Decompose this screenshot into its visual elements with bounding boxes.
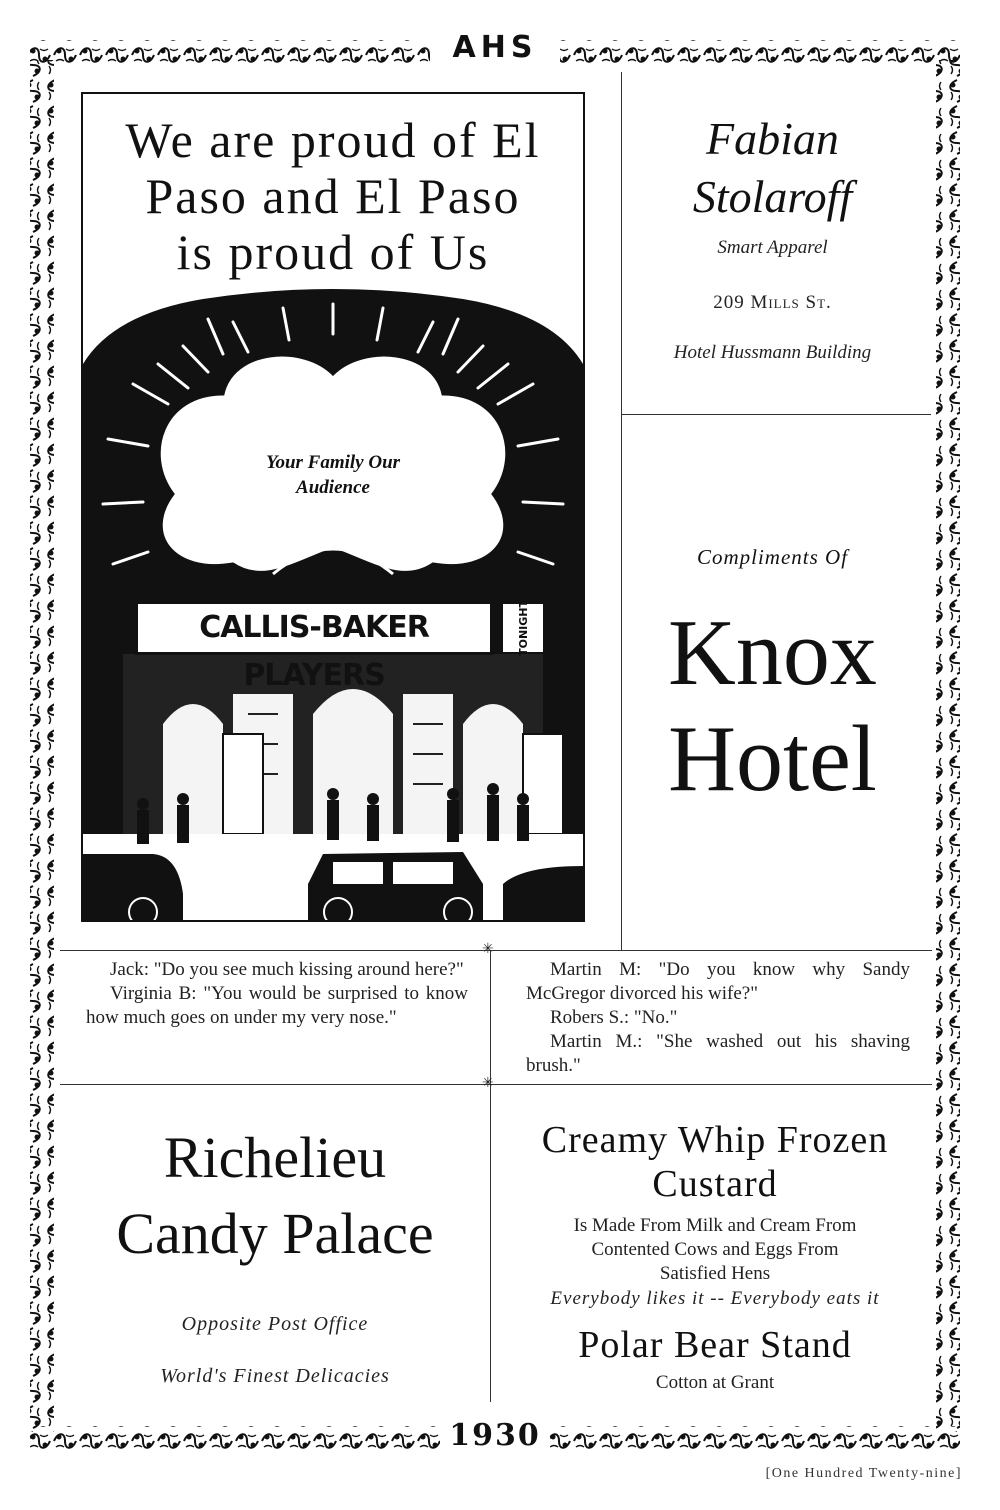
custard-slogan: Everybody likes it -- Everybody eats it bbox=[550, 1288, 880, 1309]
richelieu-name: Richelieu Candy Palace bbox=[116, 1125, 434, 1266]
knox-name: Knox Hotel bbox=[668, 601, 877, 811]
fabian-address: 209 Mills St. bbox=[713, 292, 832, 313]
marquee-sign: CALLIS-BAKER PLAYERS bbox=[135, 601, 493, 655]
joke-right bbox=[526, 958, 910, 1078]
page-number: [One Hundred Twenty-nine] bbox=[765, 1466, 962, 1481]
joke-line: Martin M.: "She washed out his shaving brush." bbox=[526, 1031, 910, 1076]
joke-left bbox=[86, 958, 468, 1030]
theater-headline: We are proud of El Paso and El Paso is proud of Us bbox=[125, 112, 541, 280]
custard-body: Is Made From Milk and Cream From Contented Cows and Eggs From Satisfied Hens bbox=[573, 1215, 857, 1284]
footer-year: 1930 bbox=[440, 1418, 550, 1453]
joke-line: Martin M: "Do you know why Sandy McGregor divorced his wife?" bbox=[526, 959, 910, 1004]
knox-compliments: Compliments Of bbox=[696, 545, 849, 569]
joke-line: Virginia B: "You would be surprised to know how much goes on under my very nose." bbox=[86, 983, 468, 1028]
theater-ad bbox=[81, 92, 585, 922]
asterisk-ornament: ✳ bbox=[482, 941, 494, 957]
richelieu-location: Opposite Post Office bbox=[181, 1313, 369, 1335]
fabian-tagline: Smart Apparel bbox=[717, 237, 828, 258]
richelieu-slogan: World's Finest Delicacies bbox=[160, 1365, 390, 1387]
polar-bear-address: Cotton at Grant bbox=[655, 1372, 775, 1393]
tonight-sign: TONIGHT bbox=[501, 602, 545, 654]
header-title: AHS bbox=[430, 30, 560, 65]
divider-jokes-ads bbox=[60, 1084, 932, 1085]
divider-fabian-knox bbox=[621, 414, 931, 415]
polar-bear-stand: Polar Bear Stand bbox=[578, 1324, 852, 1366]
divider-vertical-bottom bbox=[490, 950, 491, 1402]
divider-vertical-top bbox=[621, 72, 622, 950]
divider-ads-jokes bbox=[60, 950, 932, 951]
fabian-building: Hotel Hussmann Building bbox=[673, 342, 872, 363]
asterisk-ornament: ✳ bbox=[482, 1075, 494, 1091]
cloud-text: Your Family Our Audience bbox=[265, 452, 401, 498]
fabian-name: Fabian Stolaroff bbox=[692, 113, 853, 222]
joke-line: Jack: "Do you see much kissing around here?" bbox=[110, 959, 464, 980]
custard-headline: Creamy Whip Frozen Custard bbox=[541, 1119, 889, 1205]
joke-line: Robers S.: "No." bbox=[550, 1007, 678, 1028]
